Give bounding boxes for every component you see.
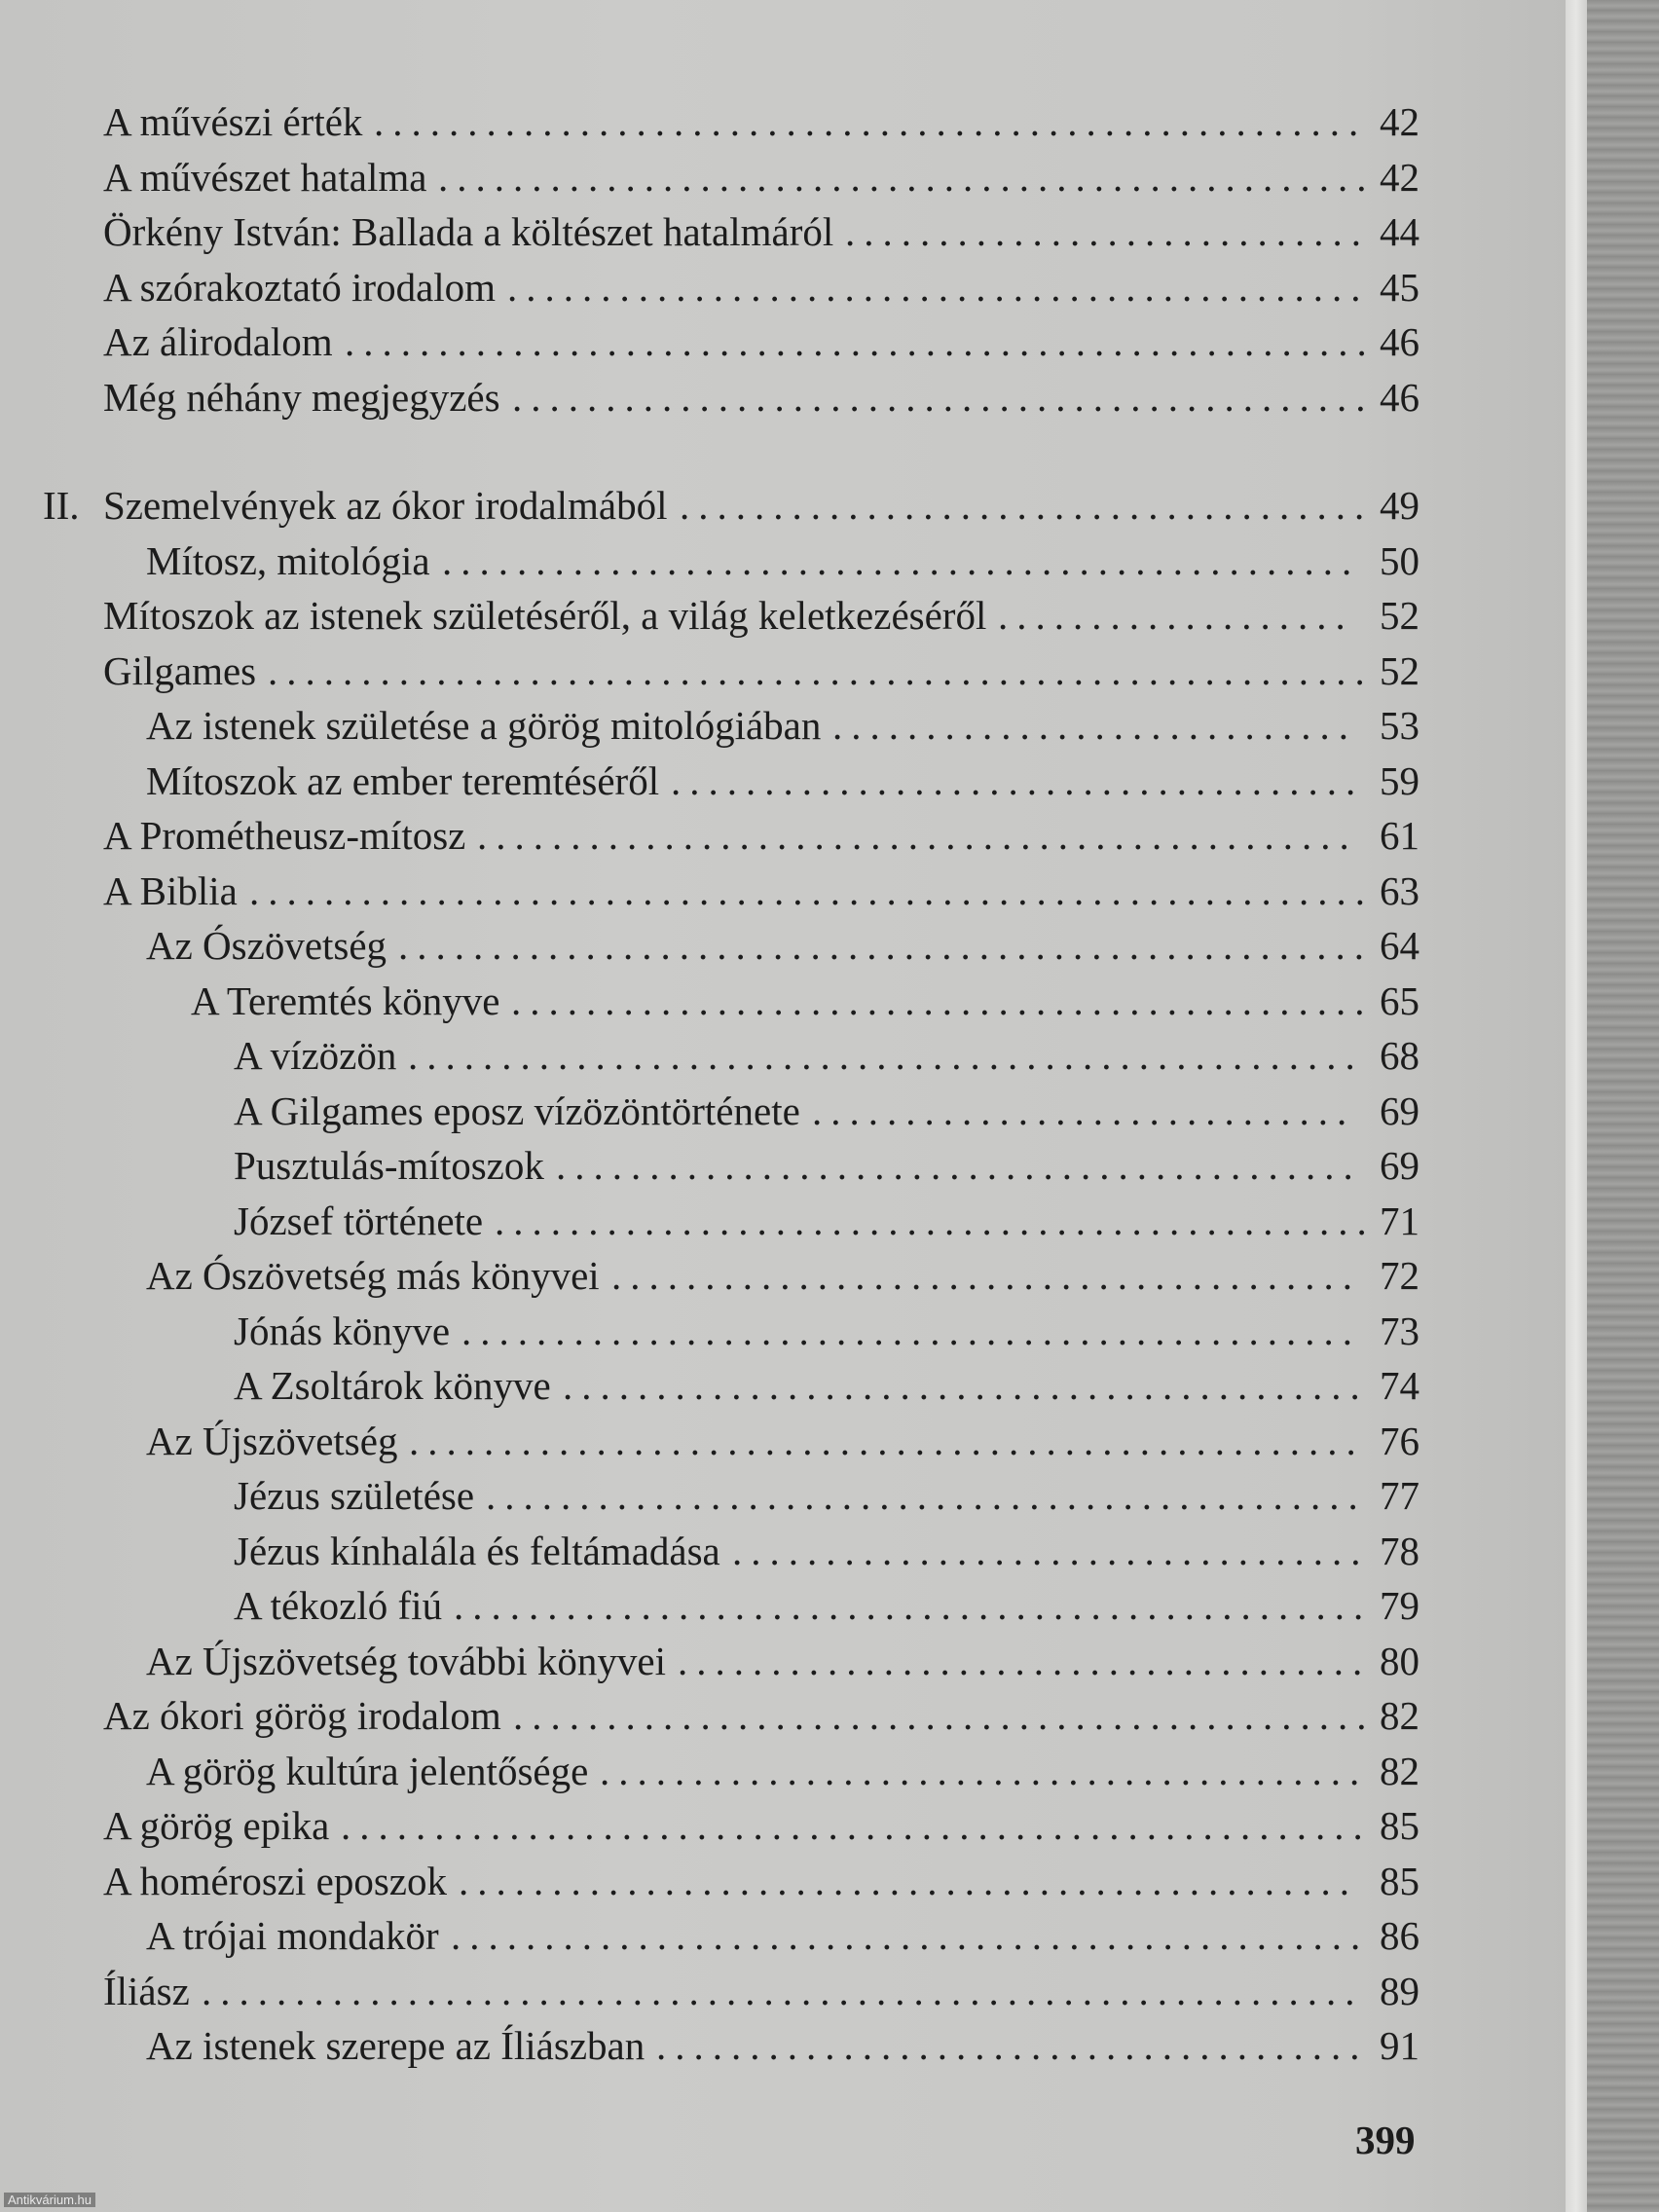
toc-entry: [0, 1414, 1566, 1468]
toc-entry: [0, 1744, 1566, 1798]
dot-leader: ....................................................: [398, 923, 1373, 968]
dot-leader: ........................................: [611, 1253, 1361, 1298]
toc-entry: [0, 204, 1566, 259]
toc-entry: [0, 1194, 1566, 1248]
toc-entry: [0, 974, 1566, 1028]
dot-leader: ................................................: [459, 1858, 1358, 1903]
toc-entry: [0, 1798, 1566, 1853]
dot-leader: .............................: [812, 1088, 1356, 1133]
dot-leader: .................................................: [442, 537, 1361, 583]
toc-entry: [0, 1908, 1566, 1963]
toc-entry-page: 69: [1380, 1143, 1419, 1188]
toc-entry-title: A művészi érték: [103, 99, 363, 144]
toc-entry-page: 52: [1380, 647, 1419, 693]
toc-entry-page: 80: [1380, 1638, 1419, 1683]
toc-entry: [0, 698, 1566, 753]
toc-entry: [0, 1964, 1566, 2018]
toc-entry: [0, 918, 1566, 973]
dot-leader: .......................................................: [345, 319, 1376, 364]
toc-entry-title: József története: [234, 1198, 484, 1243]
page-number: 399: [1355, 2118, 1416, 2162]
toc-entry-page: 52: [1380, 593, 1419, 638]
toc-entry-page: 45: [1380, 264, 1419, 310]
toc-entry-title: A Biblia: [103, 867, 238, 913]
part-number: II.: [43, 483, 80, 528]
toc-entry-title: Az álirodalom: [103, 319, 333, 364]
toc-entry: [0, 1028, 1566, 1083]
toc-entry-page: 69: [1380, 1088, 1419, 1133]
toc-entry: [0, 260, 1566, 314]
toc-entry-title: Az Ószövetség: [146, 923, 387, 968]
toc-entry-page: 82: [1380, 1693, 1419, 1738]
toc-entry-page: 46: [1380, 374, 1419, 420]
toc-entry-title: Jónás könyve: [234, 1308, 451, 1353]
watermark: Antikvárium.hu: [4, 2193, 95, 2207]
page-edge: [1566, 0, 1587, 2212]
toc-entry: [0, 1358, 1566, 1413]
toc-entry-title: Mítoszok az istenek születéséről, a világ keletkezéséről: [103, 593, 987, 638]
toc-entry: [0, 1468, 1566, 1523]
toc-entry-page: 68: [1380, 1033, 1419, 1078]
toc-entry-page: 59: [1380, 757, 1419, 803]
dot-leader: .....................................: [671, 757, 1365, 803]
dot-leader: ................................................: [461, 1308, 1361, 1353]
toc-entry-page: 63: [1380, 867, 1419, 913]
dot-leader: .................................................: [454, 1583, 1373, 1628]
toc-entry-page: 49: [1380, 483, 1419, 528]
dot-leader: ...........................................: [563, 1363, 1369, 1408]
dot-leader: ............................: [832, 703, 1357, 748]
dot-leader: ..............................................................: [202, 1968, 1364, 2013]
dot-leader: .................................................: [451, 1913, 1370, 1958]
toc-entry-title: Pusztulás-mítoszok: [234, 1143, 544, 1188]
toc-entry-title: Íliász: [103, 1968, 190, 2013]
toc-entry: [0, 754, 1566, 808]
dot-leader: .....................................: [680, 483, 1374, 528]
toc-entry-title: A homéroszi eposzok: [103, 1858, 447, 1903]
toc-entry-title: A Teremtés könyve: [191, 977, 500, 1023]
toc-entry-page: 53: [1380, 703, 1419, 748]
dot-leader: .....................................: [678, 1638, 1372, 1683]
background-pages: [1587, 0, 1659, 2212]
toc-entry: [0, 370, 1566, 424]
toc-entry: [0, 1634, 1566, 1688]
toc-entry: [0, 478, 1566, 533]
toc-entry-title: A művészet hatalma: [103, 154, 427, 200]
toc-entry-page: 91: [1380, 2023, 1419, 2068]
toc-entry-page: 86: [1380, 1913, 1419, 1958]
toc-entry-page: 44: [1380, 209, 1419, 254]
dot-leader: ..................................................: [438, 154, 1376, 200]
toc-entry: [0, 864, 1566, 918]
toc-entry: [0, 534, 1566, 588]
toc-entry-title: Az ókori görög irodalom: [103, 1693, 501, 1738]
toc-entry-title: Jézus kínhalála és feltámadása: [234, 1528, 720, 1573]
toc-entry-page: 73: [1380, 1308, 1419, 1353]
dot-leader: ............................: [845, 209, 1370, 254]
toc-entry-page: 50: [1380, 537, 1419, 583]
toc-entry-title: Még néhány megjegyzés: [103, 374, 500, 420]
toc-entry: [0, 2018, 1566, 2073]
toc-entry-title: Az Újszövetség: [146, 1418, 398, 1463]
dot-leader: .........................................: [600, 1748, 1369, 1793]
dot-leader: ...........................................................: [268, 647, 1374, 693]
dot-leader: ............................................................: [249, 867, 1374, 913]
toc-entry-title: Az istenek szerepe az Íliászban: [146, 2023, 645, 2068]
toc-entry-page: 85: [1380, 1803, 1419, 1848]
toc-entry-page: 79: [1380, 1583, 1419, 1628]
toc-entry-title: Örkény István: Ballada a költészet hatalmáról: [103, 209, 834, 254]
toc-entry: [0, 314, 1566, 369]
toc-entry-title: Az istenek születése a görög mitológiában: [146, 703, 822, 748]
toc-entry-page: 85: [1380, 1858, 1419, 1903]
toc-entry-title: Az Újszövetség további könyvei: [146, 1638, 667, 1683]
toc-entry-title: A tékozló fiú: [234, 1583, 443, 1628]
dot-leader: ..............................................: [511, 977, 1374, 1023]
toc-entry-page: 77: [1380, 1473, 1419, 1518]
dot-leader: ......................................: [656, 2023, 1369, 2068]
dot-leader: ..............................................: [512, 374, 1375, 420]
toc-entry: [0, 644, 1566, 698]
toc-entry-title: A vízözön: [234, 1033, 397, 1078]
toc-entry-title: Jézus születése: [234, 1473, 475, 1518]
toc-entry-page: 42: [1380, 154, 1419, 200]
toc-entry-title: A trójai mondakör: [146, 1913, 439, 1958]
dot-leader: ...............................................: [486, 1473, 1367, 1518]
toc-entry-title: A szórakoztató irodalom: [103, 264, 497, 310]
toc-entry-page: 42: [1380, 99, 1419, 144]
toc-entry-title: A Prométheusz-mítosz: [103, 813, 466, 858]
dot-leader: ...............................................: [477, 813, 1358, 858]
dot-leader: ..............................................: [513, 1693, 1376, 1738]
dot-leader: ...................................................: [409, 1418, 1365, 1463]
toc-entry-title: A görög kultúra jelentősége: [146, 1748, 589, 1793]
toc-entry: [0, 1524, 1566, 1578]
toc-entry-page: 82: [1380, 1748, 1419, 1793]
toc-entry-page: 72: [1380, 1253, 1419, 1298]
toc-entry-title: Az Ószövetség más könyvei: [146, 1253, 600, 1298]
dot-leader: ...................................................: [408, 1033, 1364, 1078]
toc-entry-title: A görög epika: [103, 1803, 330, 1848]
toc-entry: [0, 1688, 1566, 1743]
toc-entry: [0, 1248, 1566, 1303]
toc-entry-title: A Gilgames eposz vízözöntörténete: [234, 1088, 800, 1133]
dot-leader: .......................................................: [341, 1803, 1372, 1848]
toc-entry: [0, 1304, 1566, 1358]
toc-entry-title: A Zsoltárok könyve: [234, 1363, 551, 1408]
dot-leader: ...............................................: [495, 1198, 1376, 1243]
toc-entry: [0, 1854, 1566, 1908]
toc-entry-page: 71: [1380, 1198, 1419, 1243]
toc-entry-title: Mítoszok az ember teremtéséről: [146, 757, 660, 803]
toc-entry: [0, 150, 1566, 204]
toc-entry: [0, 1138, 1566, 1193]
toc-entry-title: Szemelvények az ókor irodalmából: [103, 483, 668, 528]
toc-entry-page: 64: [1380, 923, 1419, 968]
toc-entry-page: 89: [1380, 1968, 1419, 2013]
toc-entry-page: 78: [1380, 1528, 1419, 1573]
toc-entry: [0, 588, 1566, 643]
toc-entry: [0, 1578, 1566, 1633]
dot-leader: ..............................................: [507, 264, 1370, 310]
toc-entry: [0, 1084, 1566, 1138]
dot-leader: ...........................................: [556, 1143, 1362, 1188]
toc-entry-page: 46: [1380, 319, 1419, 364]
toc-entry-page: 65: [1380, 977, 1419, 1023]
dot-leader: ...................: [998, 593, 1354, 638]
toc-entry: [0, 94, 1566, 149]
toc-entry-page: 61: [1380, 813, 1419, 858]
dot-leader: ..................................: [732, 1528, 1370, 1573]
toc-entry-page: 76: [1380, 1418, 1419, 1463]
toc-entry-page: 74: [1380, 1363, 1419, 1408]
toc-entry: [0, 808, 1566, 863]
dot-leader: .....................................................: [374, 99, 1368, 144]
toc-entry-title: Gilgames: [103, 647, 257, 693]
toc-entry-title: Mítosz, mitológia: [146, 537, 430, 583]
